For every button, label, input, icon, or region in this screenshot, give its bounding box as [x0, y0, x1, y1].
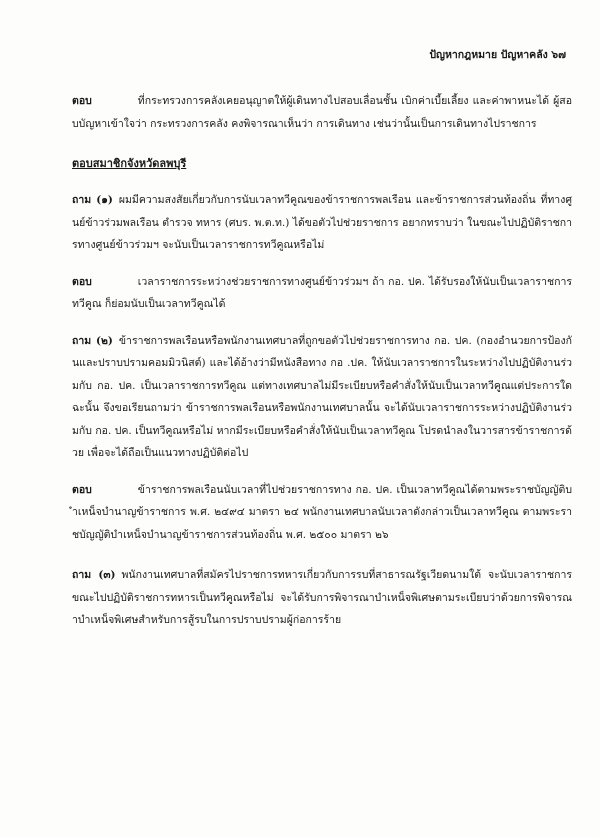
question-paragraph — [72, 189, 572, 257]
question-text: พนักงานเทศบาลที่สมัครไปราชการทหารเกี่ยวกับการรบที่สาธารณรัฐเวียดนามใต้ จะนับเวลาราชการขณะไปปฏิบัติราชการทหารเป็นทวีคูณหรือไม่ จะได้รับการพิจารณาบำเหน็จพิเศษตามระเบียบว่าด้วยการพิจารณาบำเหน็จพิเศษสำหรับการสู้รบในการปราบปรามผู้ก่อการร้าย — [72, 569, 572, 626]
spacer — [72, 135, 572, 153]
page-header — [429, 46, 566, 63]
answer-label: ตอบ — [72, 275, 92, 288]
answer-label: ตอบ — [72, 95, 92, 107]
answer-paragraph — [72, 479, 572, 547]
spacer — [72, 257, 572, 271]
answer-label: ตอบ — [72, 483, 92, 496]
question-text: ผมมีความสงสัยเกี่ยวกับการนับเวลาทวีคูณของข้าราชการพลเรือน และข้าราชการส่วนท้องถิ่น ที่ทางศูนย์ข้าวร่วมพลเรือน ตำรวจ ทหาร (ศบร. พ.ต.ท.) ได้ขอตัวไปช่วยราชการ อยากทราบว่า ในขณะไปปฏิบัติราชการทางศูนย์ข้าวร่วมฯ จะนับเป็นเวลาราชการทวีคูณหรือไม่ — [72, 194, 572, 251]
spacer — [72, 175, 572, 189]
page-header-title: ปัญหากฎหมาย ปัญหาคลัง ๖๗ — [429, 49, 566, 61]
document-body — [72, 90, 572, 632]
answer-text: เวลาราชการระหว่างช่วยราชการทางศูนย์ข้าวร่วมฯ ถ้า กอ. ปค. ได้รับรองให้นับเป็นเวลาราชการทวีคูณ ก็ย่อมนับเป็นเวลาทวีคูณได้ — [72, 275, 572, 310]
answer-text: ข้าราชการพลเรือนนับเวลาที่ไปช่วยราชการทาง กอ. ปค. เป็นเวลาทวีคูณได้ตามพระราชบัญญัติบำเหน็จบำนาญข้าราชการ พ.ศ. ๒๔๙๔ มาตรา ๒๔ พนักงานเทศบาลนับเวลาดังกล่าวเป็นเวลาทวีคูณ ตามพระราชบัญญัติบำเหน็จบำนาญข้าราชการส่วนท้องถิ่น พ.ศ. ๒๕๐๐ มาตรา ๒๖ — [72, 483, 572, 541]
answer-text: ที่กระทรวงการคลังเคยอนุญาตให้ผู้เดินทางไปสอบเลื่อนชั้น เบิกค่าเบี้ยเลี้ยง และค่าพาหนะได้ ผู้สอบบัญหาเข้าใจว่า กระทรวงการคลัง คงพิจารณาเห็นว่า การเดินทาง เช่นว่านั้นเป็นการเดินทางไปราชการ — [72, 95, 572, 130]
question-text: ข้าราชการพลเรือนหรือพนักงานเทศบาลที่ถูกขอตัวไปช่วยราชการทาง กอ. ปค. (กองอำนวยการป้องกันและปราบปรามคอมมิวนิสต์) และได้อ้างว่ามีหนังสือทาง กอ .ปค. ให้นับเวลาราชการในระหว่างไปปฏิบัติงานร่วมกับ กอ. ปค. เป็นเวลาราชการทวีคูณ แต่ทางเทศบาลไม่มีระเบียบหรือคำสั่งให้นับเป็นเวลาทวีคูณแต่ประการใด ฉะนั้น จึงขอเรียนถามว่า ข้าราชการพลเรือนหรือพนักงานเทศบาลนั้น จะได้นับเวลาราชการระหว่างปฏิบัติงานร่วมกับ กอ. ปค. เป็นทวีคูณหรือไม่ หากมีระเบียบหรือคำสั่งให้นับเป็นเวลาทวีคูณ โปรดนำลงในวารสารข้าราชการด้วย เพื่อจะได้ถือเป็นแนวทางปฏิบัติต่อไป — [72, 334, 572, 459]
question-paragraph — [72, 330, 572, 465]
question-label: ถาม (๒) — [72, 334, 113, 347]
question-label: ถาม (๑) — [72, 194, 113, 206]
question-paragraph — [72, 564, 572, 632]
section-heading: ตอบสมาชิกจังหวัดลพบุรี — [72, 157, 187, 170]
spacer — [72, 546, 572, 564]
spacer — [72, 316, 572, 330]
answer-paragraph — [72, 90, 572, 135]
question-label: ถาม (๓) — [72, 569, 116, 581]
spacer — [72, 465, 572, 479]
answer-paragraph — [72, 271, 572, 316]
